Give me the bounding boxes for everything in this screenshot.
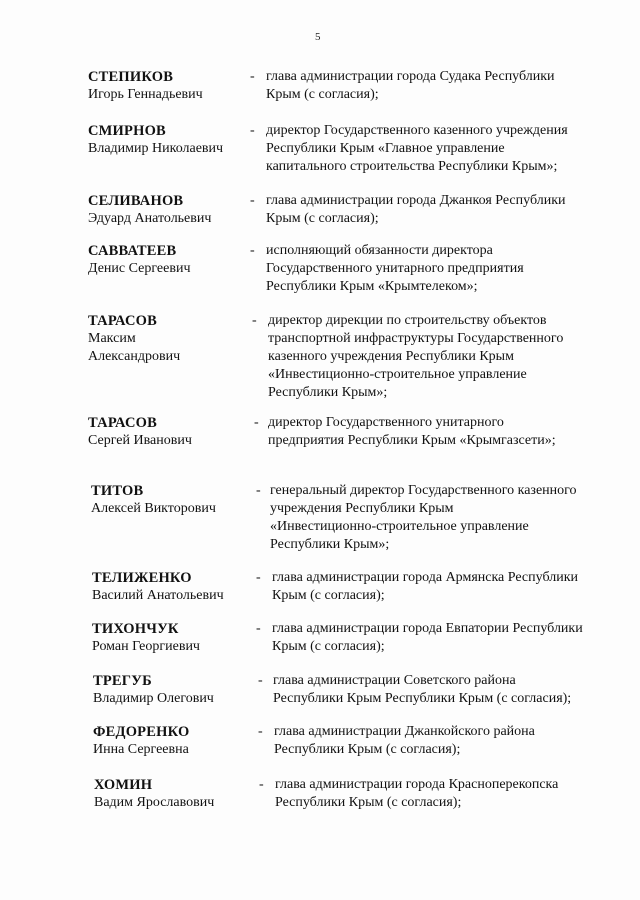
position-line: исполняющий обязанности директора — [266, 243, 493, 258]
person-name — [88, 68, 248, 104]
position-description — [272, 569, 617, 605]
position-line: Республики Крым»; — [270, 537, 390, 552]
position-line: Республики Крым (с согласия); — [274, 742, 461, 757]
position-line: глава администрации Джанкойского района — [274, 724, 535, 739]
separator-dash: - — [256, 483, 261, 498]
page-number: 5 — [315, 31, 321, 43]
position-line: директор Государственного унитарного — [268, 415, 504, 430]
position-line: генеральный директор Государственного казенного — [270, 483, 577, 498]
given-name: Игорь Геннадьевич — [88, 87, 203, 102]
position-line: капитального строительства Республики Крым»; — [266, 159, 558, 174]
surname: ТАРАСОВ — [88, 415, 157, 431]
person-name — [94, 776, 254, 812]
given-name: Инна Сергеевна — [93, 742, 189, 757]
separator-dash: - — [252, 313, 257, 328]
surname: ФЕДОРЕНКО — [93, 724, 190, 740]
position-description — [275, 776, 620, 812]
separator-dash: - — [250, 193, 255, 208]
position-description — [266, 192, 611, 228]
position-line: глава администрации города Евпатории Республики — [272, 621, 583, 636]
given-name: Александрович — [88, 349, 181, 364]
separator-dash: - — [256, 570, 261, 585]
position-line: директор Государственного казенного учреждения — [266, 123, 568, 138]
position-description — [270, 482, 615, 554]
position-description — [266, 122, 611, 176]
position-line: казенного учреждения Республики Крым — [268, 349, 514, 364]
position-line: Республики Крым Республики Крым (с согласия); — [273, 691, 572, 706]
position-line: Республики Крым «Крымтелеком»; — [266, 279, 478, 294]
position-line: директор дирекции по строительству объектов — [268, 313, 547, 328]
given-name: Вадим Ярославович — [94, 795, 215, 810]
given-name: Василий Анатольевич — [92, 588, 224, 603]
position-description — [266, 242, 611, 296]
surname: ТРЕГУБ — [93, 673, 152, 689]
position-line: Крым (с согласия); — [266, 87, 379, 102]
separator-dash: - — [256, 621, 261, 636]
separator-dash: - — [254, 415, 259, 430]
person-name — [88, 312, 248, 366]
position-line: глава администрации города Красноперекопска — [275, 777, 559, 792]
surname: ТИХОНЧУК — [92, 621, 179, 637]
position-description — [274, 723, 619, 759]
separator-dash: - — [250, 243, 255, 258]
separator-dash: - — [258, 673, 263, 688]
person-name — [88, 122, 248, 158]
surname: ХОМИН — [94, 777, 153, 793]
given-name: Владимир Николаевич — [88, 141, 224, 156]
person-name — [88, 242, 248, 278]
position-line: «Инвестиционно-строительное управление — [270, 519, 529, 534]
position-line: Государственного унитарного предприятия — [266, 261, 524, 276]
person-name — [88, 192, 248, 228]
person-name — [92, 569, 252, 605]
given-name: Владимир Олегович — [93, 691, 214, 706]
given-name: Эдуард Анатольевич — [88, 211, 212, 226]
position-description — [268, 312, 613, 402]
person-name — [88, 414, 248, 450]
position-line: транспортной инфраструктуры Государственного — [268, 331, 564, 346]
surname: ТИТОВ — [91, 483, 144, 499]
position-line: глава администрации Советского района — [273, 673, 516, 688]
position-description — [266, 68, 611, 104]
position-line: глава администрации города Судака Республики — [266, 69, 555, 84]
separator-dash: - — [250, 123, 255, 138]
surname: СТЕПИКОВ — [88, 69, 174, 85]
position-line: Крым (с согласия); — [272, 639, 385, 654]
given-name: Максим — [88, 331, 136, 346]
surname: САВВАТЕЕВ — [88, 243, 177, 259]
surname: ТЕЛИЖЕНКО — [92, 570, 192, 586]
separator-dash: - — [259, 777, 264, 792]
position-line: Республики Крым»; — [268, 385, 388, 400]
separator-dash: - — [258, 724, 263, 739]
given-name: Денис Сергеевич — [88, 261, 191, 276]
position-description — [268, 414, 613, 450]
position-description — [272, 620, 617, 656]
position-description — [273, 672, 618, 708]
position-line: предприятия Республики Крым «Крымгазсети»; — [268, 433, 556, 448]
person-name — [92, 620, 252, 656]
position-line: учреждения Республики Крым — [270, 501, 454, 516]
position-line: глава администрации города Джанкоя Республики — [266, 193, 566, 208]
separator-dash: - — [250, 69, 255, 84]
position-line: Республики Крым (с согласия); — [275, 795, 462, 810]
position-line: Крым (с согласия); — [266, 211, 379, 226]
surname: СМИРНОВ — [88, 123, 166, 139]
person-name — [93, 723, 253, 759]
person-name — [93, 672, 253, 708]
given-name: Сергей Иванович — [88, 433, 192, 448]
position-line: «Инвестиционно-строительное управление — [268, 367, 527, 382]
surname: СЕЛИВАНОВ — [88, 193, 184, 209]
position-line: Крым (с согласия); — [272, 588, 385, 603]
given-name: Алексей Викторович — [91, 501, 216, 516]
surname: ТАРАСОВ — [88, 313, 157, 329]
person-name — [91, 482, 251, 518]
position-line: Республики Крым «Главное управление — [266, 141, 505, 156]
position-line: глава администрации города Армянска Республики — [272, 570, 579, 585]
given-name: Роман Георгиевич — [92, 639, 200, 654]
